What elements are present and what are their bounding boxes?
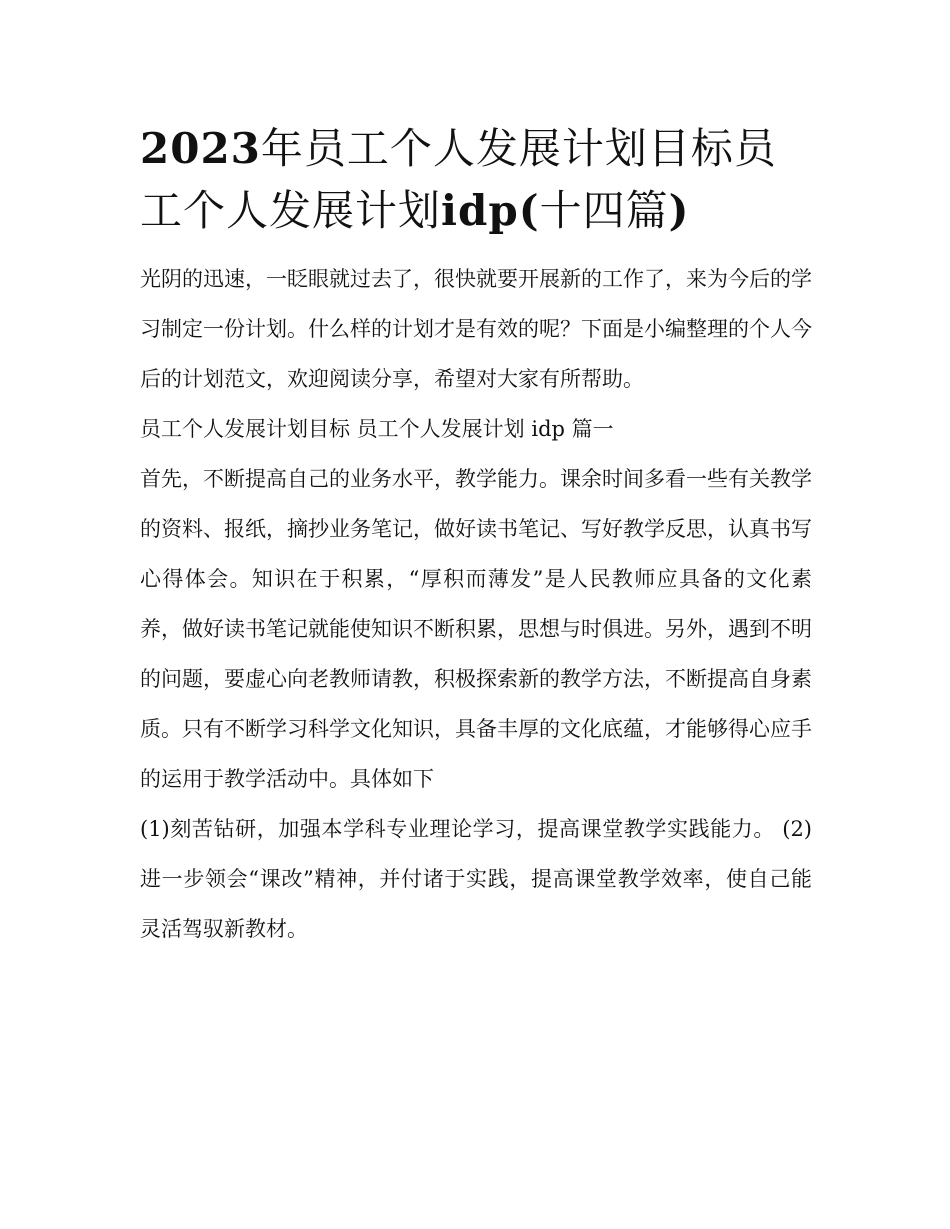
list-paragraph: (1)刻苦钻研，加强本学科专业理论学习，提高课堂教学实践能力。 (2)进一步领会“课改”精神，并付诸于实践，提高课堂教学效率，使自己能灵活驾驭新教材。 — [140, 817, 812, 941]
title-main: 年员工个人发展计划目标员工个人发展计划 — [140, 124, 777, 235]
intro-paragraph: 光阴的迅速，一眨眼就过去了，很快就要开展新的工作了，来为今后的学习制定一份计划。什么样的计划才是有效的呢？下面是小编整理的个人今后的计划范文，欢迎阅读分享，希望对大家有所帮助。 — [140, 267, 812, 391]
title-idp: idp( — [441, 186, 540, 235]
document-title — [140, 118, 812, 242]
body-paragraph: 首先，不断提高自己的业务水平，教学能力。课余时间多看一些有关教学的资料、报纸，摘抄业务笔记，做好读书笔记、写好教学反思，认真书写心得体会。知识在于积累，“厚积而薄发”是人民教师应具备的文化素养，做好读书笔记就能使知识不断积累，思想与时俱进。另外，遇到不明的问题，要虚心向老教师请教，积极探索新的教学方法，不断提高自身素质。只有不断学习科学文化知识，具备丰厚的文化底蕴，才能够得心应手的运用于教学活动中。具体如下 — [140, 467, 812, 791]
title-close-paren: ) — [668, 186, 690, 235]
section-heading: 员工个人发展计划目标 员工个人发展计划 idp 篇一 — [140, 417, 614, 441]
title-count: 十四篇 — [539, 186, 669, 235]
document-content — [140, 118, 812, 954]
title-year: 2023 — [140, 124, 261, 173]
